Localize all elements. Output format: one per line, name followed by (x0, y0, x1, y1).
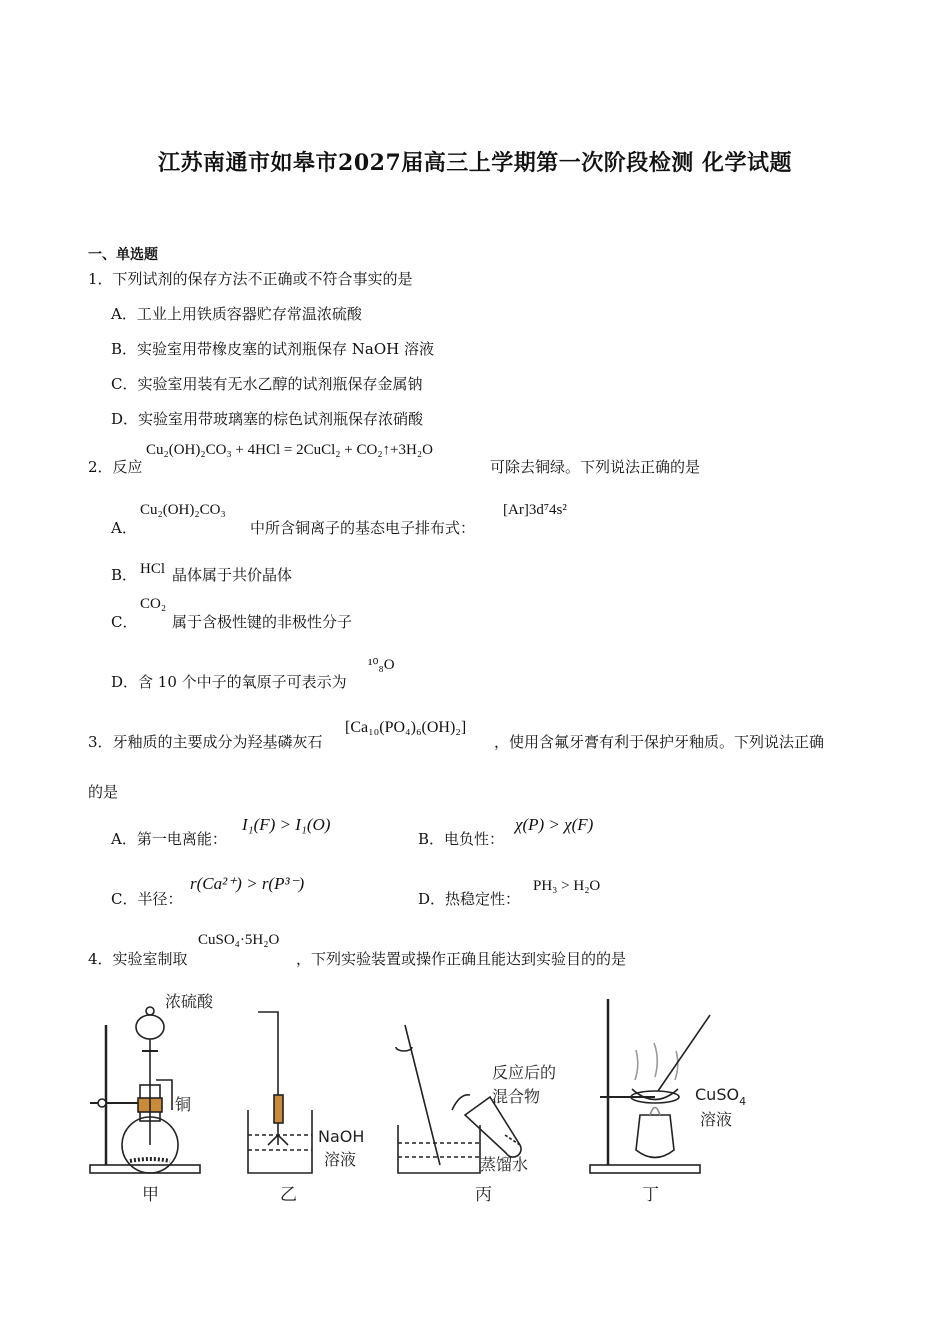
question-3-option-d-expr: PH₃ > H₂O (533, 878, 601, 894)
section-heading: 一、单选题 (88, 247, 158, 263)
caption-jia: 甲 (142, 1185, 159, 1205)
question-2-option-c-text: 属于含极性键的非极性分子 (172, 613, 353, 631)
label-copper: 铜 (175, 1095, 192, 1114)
question-3-stem-c: 的是 (88, 783, 119, 801)
question-2-option-d: D．含 10 个中子的氧原子可表示为 (111, 673, 347, 691)
question-3-option-a: A．第一电离能： (111, 830, 227, 848)
caption-bing: 丙 (475, 1185, 492, 1205)
question-1-option-b: B．实验室用带橡皮塞的试剂瓶保存 NaOH 溶液 (111, 340, 435, 358)
label-distilled-water: 蒸馏水 (480, 1155, 529, 1174)
question-3-stem-b: ，使用含氟牙膏有利于保护牙釉质。下列说法正确 (494, 733, 825, 751)
label-solution-yi: 溶液 (324, 1150, 357, 1169)
apparatus-yi (248, 1012, 364, 1205)
question-2-option-a-config: [Ar]3d⁷4s² (503, 502, 567, 518)
question-4-formula: CuSO₄·5H₂O (198, 932, 280, 948)
question-2-suffix: 可除去铜绿。下列说法正确的是 (490, 458, 701, 476)
label-cuso4: CuSO$_4$ (695, 1085, 747, 1108)
page-title: 江苏南通市如皋市2027届高三上学期第一次阶段检测 化学试题 (158, 150, 792, 176)
caption-yi: 乙 (280, 1185, 297, 1205)
apparatus-bing (396, 1025, 556, 1205)
question-3-option-d: D．热稳定性： (418, 890, 521, 908)
apparatus-ding (590, 999, 746, 1205)
question-2-option-b-text: 晶体属于共价晶体 (172, 566, 293, 584)
question-2-option-c-formula: CO₂ (140, 596, 167, 612)
label-concentrated-sulfuric-acid: 浓硫酸 (165, 992, 214, 1011)
label-solution-ding: 溶液 (700, 1110, 733, 1129)
question-1-option-d: D．实验室用带玻璃塞的棕色试剂瓶保存浓硝酸 (111, 410, 424, 428)
question-2-option-c-label: C． (111, 613, 138, 631)
question-2-option-d-symbol: ¹⁰₈O (368, 657, 395, 673)
question-2-option-a-formula: Cu₂(OH)₂CO₃ (140, 502, 226, 518)
question-3-formula: [Ca₁₀(PO₄)₆(OH)₂] (345, 719, 467, 736)
question-2-equation: Cu₂(OH)₂CO₃ + 4HCl = 2CuCl₂ + CO₂↑+3H₂O (146, 442, 433, 458)
question-3-option-b: B．电负性： (418, 830, 505, 848)
question-2-option-a-text: 中所含铜离子的基态电子排布式： (250, 519, 476, 537)
label-naoh: NaOH (318, 1127, 365, 1146)
label-mixture-line2: 混合物 (492, 1087, 541, 1106)
apparatus-figure (80, 985, 780, 1210)
question-4-suffix: ，下列实验装置或操作正确且能达到实验目的的是 (296, 950, 627, 968)
caption-ding: 丁 (642, 1185, 659, 1205)
question-2-option-b-formula: HCl (140, 561, 166, 577)
question-1-option-c: C．实验室用装有无水乙醇的试剂瓶保存金属钠 (111, 375, 423, 393)
question-3-option-c: C．半径： (111, 890, 183, 908)
label-mixture-line1: 反应后的 (492, 1063, 557, 1082)
question-1-option-a: A．工业上用铁质容器贮存常温浓硫酸 (111, 305, 362, 323)
question-2-option-b-label: B． (111, 566, 138, 584)
question-2-prefix: 2．反应 (88, 458, 143, 476)
apparatus-jia (90, 992, 214, 1205)
question-2-option-a-label: A． (111, 519, 137, 537)
question-3-option-b-expr: χ(P) > χ(F) (515, 815, 594, 834)
question-3-option-c-expr: r(Ca²⁺) > r(P³⁻) (190, 874, 305, 893)
question-3-stem-a: 3．牙釉质的主要成分为羟基磷灰石 (88, 733, 323, 751)
question-4-prefix: 4．实验室制取 (88, 950, 188, 968)
question-3-option-a-expr: I₁(F) > I₁(O) (242, 815, 331, 834)
question-1-stem: 1．下列试剂的保存方法不正确或不符合事实的是 (88, 270, 413, 288)
